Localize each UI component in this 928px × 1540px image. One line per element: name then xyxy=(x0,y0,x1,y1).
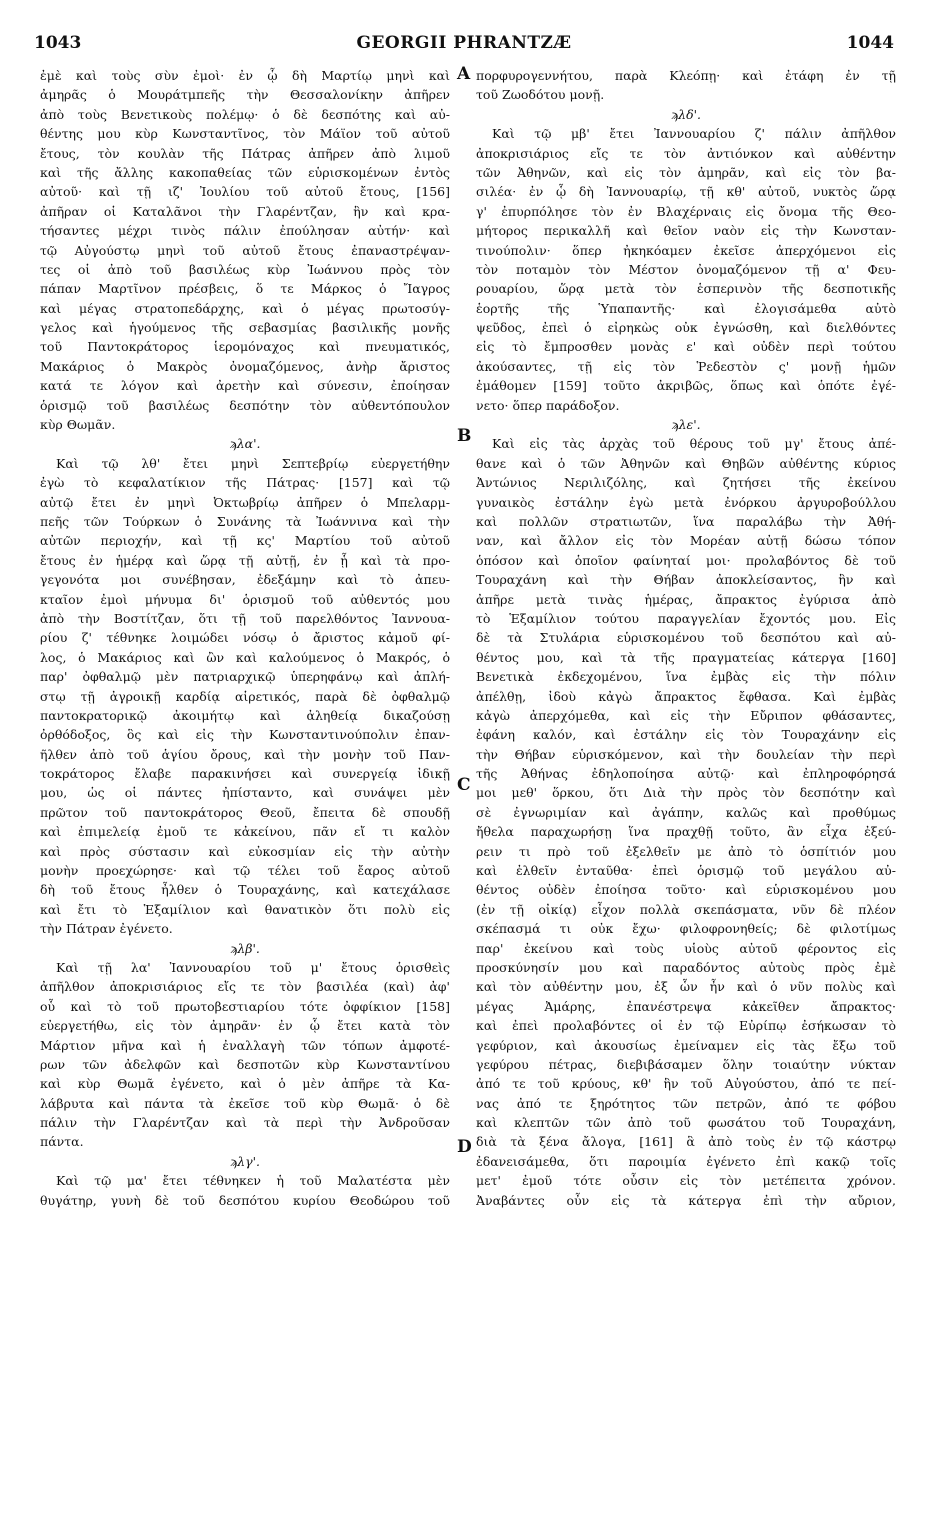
text-line: ἀπῆλθον ἀποκρισιάριος εἴς τε τὸν βασιλέα (καὶ) ἀφ' xyxy=(40,979,450,995)
section-number: ϡλε'. xyxy=(671,417,701,433)
text-line: καὶ ἐπεὶ προλαβόντες οἱ ἐν τῷ Εὐρίπῳ ἐσήκωσαν τὸ xyxy=(476,1018,896,1034)
section-number: ϡλγ'. xyxy=(229,1153,260,1169)
text-line: κἀγὼ ἀπερχόμεθα, καὶ εἰς τὴν Εὔριπον φθάσαντες, xyxy=(476,707,896,723)
text-line: πρῶτον τοῦ παντοκράτορος Θεοῦ, ἔπειτα δὲ σπουδῇ xyxy=(40,804,450,820)
text-line: ρων τῶν ἀδελφῶν καὶ δεσποτῶν κὺρ Κωνσταντίνου xyxy=(40,1056,450,1072)
text-line: Καὶ τῇ λα' Ἰαννουαρίου τοῦ μ' ἔτους ὁρισθεὶς xyxy=(56,959,450,975)
text-line: τήσαντες μέχρι τινὸς πάλιν ἐπούλησαν αὐτήν· καὶ xyxy=(40,223,450,239)
text-line: πεῆς τῶν Τούρκων ὁ Συνάνης τὰ Ἰωάννινα καὶ τὴν xyxy=(40,513,450,529)
text-line: θέντης μου κὺρ Κωνσταντῖνος, τὸν Μάϊον τοῦ αὐτοῦ xyxy=(40,126,450,142)
text-line: μετ' ἐμοῦ τότε οὖσιν εἰς τὸν μετέπειτα χρόνον. xyxy=(476,1173,896,1189)
text-line: ἀπῆραν οἱ Καταλᾶνοι τὴν Γλαρέντζαν, ἣν καὶ κρα- xyxy=(40,203,450,219)
page-number-left: 1043 xyxy=(34,33,82,53)
text-line: κὺρ Θωμᾶν. xyxy=(40,417,116,433)
text-line: ψεῦδος, ἐπεὶ ὁ εἰρηκὼς οὐκ ἐγνώσθη, καὶ διελθόντες xyxy=(476,320,896,336)
section-number: ϡλβ'. xyxy=(230,940,260,956)
text-line: πάπαν Μαρτῖνον πρέσβεις, ὅ τε Μάρκος ὁ Ἴαγρος xyxy=(40,281,450,297)
text-line: καὶ ἔτι τὸ Ἑξαμίλιον καὶ θανατικὸν ὅτι πολὺ εἰς xyxy=(40,901,450,917)
text-line: ῆλθεν ἀπὸ τοῦ ἁγίου ὄρους, καὶ τὴν μονὴν τοῦ Παν- xyxy=(40,746,450,762)
text-line: τὸ Ἑξαμίλιον τούτου παραγγελίαν ἔχοντός μου. Εἰς xyxy=(476,610,896,626)
text-line: τοῦ Παντοκράτορος ἱερομόναχος καὶ πνευματικός, xyxy=(40,339,450,355)
page-number-right: 1044 xyxy=(846,33,894,53)
text-line: δὲ τὰ Στυλάρια εὑρισκομένου τοῦ δεσπότου καὶ αὐ- xyxy=(476,630,896,646)
text-line: ὀρθόδοξος, ὃς καὶ εἰς τὴν Κωνσταντινούπολιν ἐπαν- xyxy=(40,727,450,743)
text-line: τὸν ποταμὸν τὸν Μέστον ὀνομαζόμενον τῇ α' Φευ- xyxy=(476,261,896,277)
text-line: ἀπὸ τὴν Βοστίτζαν, ὅτι τῇ τοῦ παρελθόντος Ἰαννουα- xyxy=(40,610,450,626)
text-line: ἀκούσαντες, τῇ εἰς τὸν Ῥεδεστὸν ς' μονῇ ἡμῶν xyxy=(476,358,896,374)
text-line: Καὶ τῷ λθ' ἔτει μηνὶ Σεπτεβρίῳ εὐεργετήθην xyxy=(56,455,450,471)
text-line: ρειν τι πρὸ τοῦ ἐξελθεῖν με ἀπὸ τὸ ὁσπίτιόν μου xyxy=(476,843,896,859)
text-line: νετο· ὅπερ παράδοξον. xyxy=(476,397,620,413)
running-title: GEORGII PHRANTZÆ xyxy=(356,33,572,53)
text-line: κταῖον ἐμοὶ μήνυμα δι' ὁρισμοῦ τοῦ αὐθεντός μου xyxy=(40,591,450,607)
text-line: ὁπόσον καὶ ὁποῖον φαίνηταί μοι· προλαβόντος δὲ τοῦ xyxy=(476,552,896,568)
text-line: τῆς Ἀθήνας ἐδηλοποίησα αὐτῷ· καὶ ἐπληροφόρησά xyxy=(476,766,896,782)
text-line: μοι μεθ' ὅρκου, ὅτι Διὰ τὴν πρὸς τὸν δεσπότην καὶ xyxy=(476,785,896,801)
text-line: ἔτους ἐν ἡμέρᾳ καὶ ὥρᾳ τῇ αὐτῇ, ἐν ᾗ καὶ τὰ προ- xyxy=(40,552,450,568)
text-line: Τουραχάνη καὶ τὴν Θήβαν ἀποκλείσαντος, ἣν καὶ xyxy=(476,572,896,588)
text-line: παρ' ἐκείνου καὶ τοὺς υἱοὺς αὐτοῦ φέροντος εἰς xyxy=(476,940,896,956)
text-line: ἀπὸ τοὺς Βενετικοὺς πολέμῳ· ὁ δὲ δεσπότης καὶ αὐ- xyxy=(40,106,450,122)
text-line: αὐτοῦ· καὶ τῇ ιζ' Ἰουλίου τοῦ αὐτοῦ ἔτους, [156] xyxy=(40,184,450,200)
text-line: ἐδανεισάμεθα, ὅτι παροιμία ἐγένετο ἐπὶ κακῷ τοῖς xyxy=(476,1153,896,1169)
text-line: πάλιν τὴν Γλαρέντζαν καὶ τὰ περὶ τὴν Ἀνδροῦσαν xyxy=(40,1115,450,1131)
text-line: ρίου ζ' τέθνηκε λοιμώδει νόσῳ ὁ ἄριστος κἀμοῦ φί- xyxy=(40,630,450,646)
text-line: Ἀναβάντες οὖν εἰς τὰ κάτεργα ἐπὶ τὴν αὔριον, xyxy=(476,1192,896,1208)
text-line: αὐτῷ ἔτει ἐν μηνὶ Ὀκτωβρίῳ ἀπῆρεν ὁ Μπελαρμ- xyxy=(40,494,450,510)
text-line: (ἐν τῇ οἰκίᾳ) εἶχον πολλὰ σκεπάσματα, νῦν δὲ πλέον xyxy=(476,901,896,917)
margin-letter-d: D xyxy=(457,1137,472,1157)
text-line: Ἀντώνιος Νεριλιζόλης, καὶ ζητήσει τῆς ἐκείνου xyxy=(476,475,896,491)
text-line: τοκράτορος ἔλαβε παρακινήσει καὶ συνεργείᾳ ἰδικῇ xyxy=(40,766,450,782)
text-line: ἐγὼ τὸ κεφαλατίκιον τῆς Πάτρας· [157] καὶ τῷ xyxy=(40,475,450,491)
text-line: Καὶ εἰς τὰς ἀρχὰς τοῦ θέρους τοῦ μγ' ἔτους ἀπέ- xyxy=(492,436,896,452)
text-line: γεφύριον, καὶ ἀκουσίως ἐμείναμεν εἰς τὰς ἔξω τοῦ xyxy=(476,1037,896,1053)
text-line: ρουαρίου, ὥρᾳ μετὰ τὸν ἑσπερινὸν τῆς δεσποτικῆς xyxy=(476,281,896,297)
text-line: καὶ τὸν αὐθέντην μου, ἐξ ὧν ἦν καὶ ὁ νῦν πολὺς καὶ xyxy=(476,979,896,995)
text-line: πάντα. xyxy=(40,1134,84,1150)
right-column xyxy=(476,66,896,1210)
text-line: αὐτῶν περιοχήν, καὶ τῇ κς' Μαρτίου τοῦ αὐτοῦ xyxy=(40,533,450,549)
text-line: Καὶ τῷ μβ' ἔτει Ἰαννουαρίου ζ' πάλιν ἀπῆλθον xyxy=(492,126,896,142)
text-line: καὶ μέγας στρατοπεδάρχης, καὶ ὁ μέγας πρωτοσύγ- xyxy=(40,300,450,316)
text-line: τινούπολιν· ὅπερ ἠκηκόαμεν ἐκεῖσε ἀπερχόμενοι εἰς xyxy=(476,242,896,258)
text-line: θανε καὶ ὁ τῶν Ἀθηνῶν καὶ Θηβῶν αὐθέντης κύριος xyxy=(476,455,896,471)
text-line: διὰ τὰ ξένα ἄλογα, [161] ἃ ἀπὸ τοὺς ἐν τῷ κάστρῳ xyxy=(476,1134,896,1150)
text-line: εὐεργετήθω, εἰς τὸν ἀμηρᾶν· ἐν ᾧ ἔτει κατὰ τὸν xyxy=(40,1018,450,1034)
text-line: ἐφάνη καλόν, καὶ ἐστάλην εἰς τὸν Τουραχάνην εἰς xyxy=(476,727,896,743)
text-line: μονὴν προεχώρησε· καὶ τῷ τέλει τοῦ ἔαρος αὐτοῦ xyxy=(40,863,450,879)
text-line: τὴν Θήβαν εὑρισκόμενον, καὶ τὴν δουλείαν τὴν περὶ xyxy=(476,746,896,762)
text-line: ἐμάθομεν [159] τοῦτο ἀκριβῶς, ὅπως καὶ ὁπότε ἐγέ- xyxy=(476,378,896,394)
text-line: ναν, καὶ ἄλλον εἰς τὸν Μορέαν αὐτῇ δώσω τόπον xyxy=(476,533,896,549)
text-line: τῶν Ἀθηνῶν, καὶ εἰς τὸν ἀμηρᾶν, καὶ εἰς τὸν βα- xyxy=(476,164,896,180)
text-line: Βενετικὰ ἐκδεχομένου, ἵνα ἐμβὰς εἰς τὴν πόλιν xyxy=(476,669,896,685)
text-line: γεγονότα μοι συνέβησαν, ἐδεξάμην καὶ τὸ ἀπευ- xyxy=(40,572,450,588)
text-line: τες οἱ ἀπὸ τοῦ βασιλέως κὺρ Ἰωάννου πρὸς τὸν xyxy=(40,261,450,277)
margin-letter-c: C xyxy=(457,775,471,795)
text-line: γ' ἐπυρπόλησε τὸν ἐν Βλαχέρναις εἰς ὄνομα τῆς Θεο- xyxy=(476,203,896,219)
text-line: θέντος οὐδὲν ἐποίησα τοῦτο· καὶ εὑρισκομένου μου xyxy=(476,882,896,898)
text-line: ἀπῆρε μετὰ τινὰς ἡμέρας, ἄπρακτος ἐγύρισα ἀπὸ xyxy=(476,591,896,607)
text-line: τὴν Πάτραν ἐγένετο. xyxy=(40,921,173,937)
text-line: τοῦ Ζωοδότου μονῇ. xyxy=(476,87,605,103)
section-number: ϡλα'. xyxy=(229,436,261,452)
text-line: ἔτους, τὸν κουλὰν τῆς Πάτρας ἀπῆρεν ἀπὸ λιμοῦ xyxy=(40,145,450,161)
text-line: εἰς τὸ ἔμπροσθεν μονὰς ε' καὶ οὐδὲν περὶ τούτου xyxy=(476,339,896,355)
text-line: δὴ τοῦ ἔτους ἦλθεν ὁ Τουραχάνης, καὶ κατεχάλασε xyxy=(40,882,450,898)
text-line: ἀπέλθῃ, ἰδοὺ κἀγὼ ἄπρακτος ἔφθασα. Καὶ ἐμβὰς xyxy=(476,688,896,704)
text-line: Καὶ τῷ μα' ἔτει τέθνηκεν ἡ τοῦ Μαλατέστα μὲν xyxy=(56,1173,450,1189)
text-line: καὶ πολλῶν στρατιωτῶν, ἵνα παραλάβω τὴν Ἀθή- xyxy=(476,513,896,529)
text-line: ἤθελα παραχωρήσῃ ἵνα πραχθῇ τοῦτο, ἂν εἶχα ἐξεύ- xyxy=(476,824,896,840)
text-line: παντοκρατορικῷ ἀκοιμήτῳ καὶ ἀληθείᾳ δικαζούσῃ xyxy=(40,707,450,723)
text-line: σκέπασμά τι οὐκ ἔχω· φιλοφρονηθείς; δὲ φιλοτίμως xyxy=(476,921,896,937)
left-column xyxy=(40,66,450,1210)
text-line: γεφύρου πέτρας, διεβιβάσαμεν ὅλην τοιαύτην νύκταν xyxy=(476,1056,896,1072)
text-line: γελος καὶ ἡγούμενος τῆς σεβασμίας βασιλικῆς μονῆς xyxy=(40,320,450,336)
text-line: σὲ ἐγνωριμίαν καὶ ἀγάπην, καλῶς καὶ προθύμως xyxy=(476,804,896,820)
margin-letter-b: B xyxy=(457,426,472,446)
text-line: νας ἀπό τε ξηρότητος τῶν πετρῶν, ἀπό τε φόβου xyxy=(476,1095,896,1111)
text-line: λος, ὁ Μακάριος καὶ ὢν καὶ καλούμενος ὁ Μακρός, ὁ xyxy=(40,649,450,665)
text-line: ἀποκρισιάριος εἴς τε τὸν ἀντιόνκον καὶ αὐθέντην xyxy=(476,145,896,161)
text-line: ἑορτῆς τῆς Ὑπαπαντῆς· καὶ ἐλογισάμεθα αὐτὸ xyxy=(476,300,896,316)
text-line: λάβρυτα καὶ πάντα τὰ ἐκεῖσε τοῦ κὺρ Θωμᾶ· ὁ δὲ xyxy=(40,1095,450,1111)
text-line: μέγας Ἀμάρης, ἐπανέστρεψα κἀκεῖθεν ἄπρακτος· xyxy=(476,998,896,1014)
text-line: τῷ Αὐγούστῳ μηνὶ τοῦ αὐτοῦ ἔτους ἐπαναστρέψαν- xyxy=(40,242,450,258)
running-header xyxy=(34,33,894,59)
text-line: Μάρτιον μῆνα καὶ ἡ ἐναλλαγὴ τῶν τόπων ἀμφοτέ- xyxy=(40,1037,450,1053)
text-line: ἀπό τε τοῦ κρύους, κθ' ἣν τοῦ Αὐγούστου, ἀπό τε πεί- xyxy=(476,1076,896,1092)
text-line: θέντος μου, καὶ τὰ τῆς πραγματείας κάτεργα [160] xyxy=(476,649,896,665)
text-line: θυγάτηρ, γυνὴ δὲ τοῦ δεσπότου κυρίου Θεοδώρου τοῦ xyxy=(40,1192,450,1208)
text-line: Μακάριος ὁ Μακρὸς ὀνομαζόμενος, ἀνὴρ ἄριστος xyxy=(40,358,450,374)
text-line: μήτορος περικαλλῆ καὶ θεῖον ναὸν εἰς τὴν Κωνσταν- xyxy=(476,223,896,239)
text-line: στῳ τῇ ἀγροικῇ καρδίᾳ αἱρετικός, παρὰ δὲ ὀφθαλμῷ xyxy=(40,688,450,704)
section-number: ϡλδ'. xyxy=(670,106,702,122)
text-line: γυναικὸς ἐστάλην ἐγὼ μετὰ ἐνόρκου ἀργυροβούλλου xyxy=(476,494,896,510)
text-line: προσκύνησίν μου καὶ παραδόντος αὐτοὺς πρὸς ἐμὲ xyxy=(476,959,896,975)
text-line: πορφυρογεννήτου, παρὰ Κλεόπῃ· καὶ ἐτάφη ἐν τῇ xyxy=(476,68,896,83)
text-line: ὁρισμῷ τοῦ βασιλέως δεσπότην τὸν αὐθεντόπουλον xyxy=(40,397,450,413)
text-line: καὶ ἐπιμελείᾳ ἐμοῦ τε κἀκείνου, πᾶν εἴ τι καλὸν xyxy=(40,824,450,840)
margin-letter-a: A xyxy=(457,64,471,84)
text-line: ἀμηρᾶς ὁ Μουράτμπεῆς τὴν Θεσσαλονίκην ἀπῆρεν xyxy=(40,87,450,103)
text-line: καὶ τῆς ἄλλης κακοπαθείας τῶν εὑρισκομένων ἐντὸς xyxy=(40,164,450,180)
text-line: ἐμὲ καὶ τοὺς σὺν ἐμοὶ· ἐν ᾧ δὴ Μαρτίῳ μηνὶ καὶ xyxy=(40,68,450,83)
text-line: οὗ καὶ τὸ τοῦ πρωτοβεστιαρίου τότε ὀφφίκιον [158] xyxy=(40,998,450,1014)
text-line: καὶ πρὸς σύστασιν καὶ εὐκοσμίαν εἰς τὴν αὐτὴν xyxy=(40,843,450,859)
text-line: παρ' ὀφθαλμῷ μὲν πατριαρχικῷ ὑπερηφάνῳ καὶ ἀπλή- xyxy=(40,669,450,685)
text-line: μου, ὡς οἱ πάντες ἠπίσταντο, καὶ συνάψει μὲν xyxy=(40,785,450,801)
text-line: κατά τε λόγον καὶ ἀρετὴν καὶ σύνεσιν, ἐποίησαν xyxy=(40,378,450,394)
text-line: καὶ κλεπτῶν τῶν ἀπὸ τοῦ φωσάτου τοῦ Τουραχάνη, xyxy=(476,1115,896,1131)
text-line: καὶ ἐλθεῖν ἐνταῦθα· ἐπεὶ ὁρισμῷ τοῦ μεγάλου αὐ- xyxy=(476,863,896,879)
text-line: σιλέα· ἐν ᾧ δὴ Ἰαννουαρίῳ, τῇ κθ' αὐτοῦ, νυκτὸς ὥρᾳ xyxy=(476,184,896,200)
text-line: καὶ κὺρ Θωμᾶ ἐγένετο, καὶ ὁ μὲν ἀπῆρε τὰ Κα- xyxy=(40,1076,450,1092)
